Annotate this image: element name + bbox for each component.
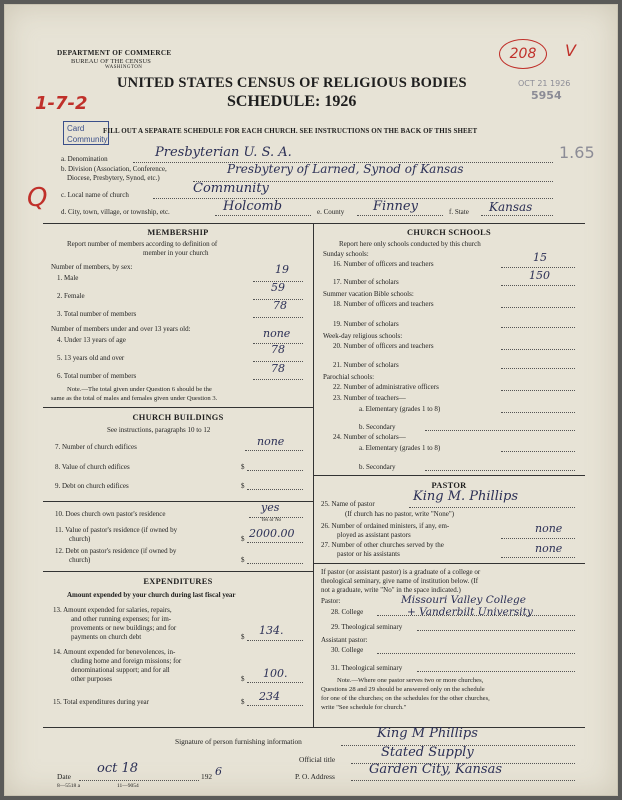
- q13-label-2: and other running expenses; for im-: [71, 615, 172, 623]
- signature-value: King M Phillips: [377, 726, 478, 741]
- members-by-age-label: Number of members under and over 13 years old:: [51, 325, 191, 333]
- graduate-note-1: If pastor (or assistant pastor) is a graduate of a college or: [321, 568, 481, 576]
- membership-note-1: Note.—The total given under Question 6 should be the: [67, 386, 212, 393]
- q14-label-3: denominational support; and for all: [71, 666, 170, 674]
- q13-label-1: 13. Amount expended for salaries, repairs,: [53, 606, 172, 614]
- q14-dollar: $: [241, 675, 245, 683]
- expenditures-intro: Amount expended by your church during last fiscal year: [67, 591, 236, 599]
- q9-dollar: $: [241, 482, 245, 490]
- membership-note-2: same as the total of males and females given under Question 3.: [51, 395, 218, 402]
- city-value: Holcomb: [223, 199, 283, 214]
- q15-dollar: $: [241, 698, 245, 706]
- q17-value: 150: [529, 269, 550, 282]
- pastor-note-4: write "See schedule for church.": [321, 704, 407, 711]
- q23b-label: b. Secondary: [359, 423, 396, 431]
- city-label: WASHINGTON: [105, 65, 143, 70]
- q2-value: 59: [271, 281, 285, 294]
- division-label-2: Diocese, Presbytery, Synod, etc.): [67, 174, 160, 182]
- red-margin-mark: Q: [27, 183, 48, 213]
- q25-label: 25. Name of pastor: [321, 500, 375, 508]
- q26-value: none: [535, 522, 563, 535]
- year-prefix: 192: [201, 772, 213, 781]
- local-name-value: Community: [193, 181, 269, 196]
- official-title-label: Official title: [299, 755, 336, 764]
- q9-label: 9. Debt on church edifices: [55, 482, 129, 490]
- q25-value: King M. Phillips: [413, 489, 519, 504]
- q26-label-1: 26. Number of ordained ministers, if any, em-: [321, 522, 450, 530]
- sunday-schools-label: Sunday schools:: [323, 250, 369, 258]
- q21-label: 21. Number of scholars: [333, 361, 399, 369]
- division-label-1: b. Division (Association, Conference,: [61, 165, 167, 173]
- q8-label: 8. Value of church edifices: [55, 463, 130, 471]
- weekday-schools-label: Week-day religious schools:: [323, 332, 403, 340]
- q11-label-1: 11. Value of pastor's residence (if owned by: [55, 526, 178, 534]
- assistant-pastor-subhead: Assistant pastor:: [321, 636, 368, 644]
- q5-value: 78: [271, 343, 285, 356]
- received-number-stamp: 5954: [531, 89, 562, 102]
- q31-label: 31. Theological seminary: [331, 664, 403, 672]
- q27-label-1: 27. Number of other churches served by the: [321, 541, 444, 549]
- card-stamp-line2: Community: [67, 135, 108, 144]
- q26-label-2: ployed as assistant pastors: [337, 531, 411, 539]
- graduate-note-2: theological seminary, give name of institution below. (If: [321, 577, 479, 585]
- census-schedule-sheet: [4, 4, 618, 796]
- denomination-label: a. Denomination: [61, 155, 108, 163]
- pastor-note-1: Note.—Where one pastor serves two or more churches,: [337, 677, 484, 684]
- q7-value: none: [257, 435, 285, 448]
- buildings-intro: See instructions, paragraphs 10 to 12: [107, 426, 211, 434]
- q20-label: 20. Number of officers and teachers: [333, 342, 434, 350]
- q28-value-1: Missouri Valley College: [401, 594, 526, 606]
- membership-title: MEMBERSHIP: [147, 228, 209, 237]
- q12-label-2: church): [69, 556, 91, 564]
- q24b-label: b. Secondary: [359, 463, 396, 471]
- q10-value: yes: [261, 501, 280, 514]
- summer-schools-label: Summer vacation Bible schools:: [323, 290, 414, 298]
- table-top-rule: [43, 223, 585, 224]
- pastor-note-2: Questions 28 and 29 should be answered only on the schedule: [321, 686, 485, 693]
- q1-value: 19: [275, 263, 289, 276]
- q1-label: 1. Male: [57, 274, 79, 282]
- check-mark-annotation: V: [565, 41, 576, 60]
- side-code-annotation: 1.65: [559, 143, 595, 162]
- department-label: DEPARTMENT OF COMMERCE: [57, 49, 172, 57]
- q24a-label: a. Elementary (grades 1 to 8): [359, 444, 441, 452]
- received-date-stamp: OCT 21 1926: [518, 79, 571, 88]
- table-bottom-rule: [43, 727, 585, 728]
- q8-dollar: $: [241, 463, 245, 471]
- q13-value: 134.: [259, 624, 284, 637]
- q16-label: 16. Number of officers and teachers: [333, 260, 434, 268]
- q29-label: 29. Theological seminary: [331, 623, 403, 631]
- local-name-label: c. Local name of church: [61, 191, 129, 199]
- q10-label: 10. Does church own pastor's residence: [55, 510, 166, 518]
- pastor-title: PASTOR: [431, 481, 467, 490]
- q6-value: 78: [271, 362, 285, 375]
- buildings-title: CHURCH BUILDINGS: [132, 413, 224, 422]
- county-value: Finney: [373, 199, 418, 214]
- q22-label: 22. Number of administrative officers: [333, 383, 439, 391]
- q25-hint: (If church has no pastor, write "None"): [345, 510, 455, 518]
- q13-dollar: $: [241, 633, 245, 641]
- parochial-schools-label: Parochial schools:: [323, 373, 375, 381]
- q27-label-2: pastor or his assistants: [337, 550, 400, 558]
- membership-intro-1: Report number of members according to definition of: [67, 240, 218, 248]
- q23-label: 23. Number of teachers—: [333, 394, 406, 402]
- q14-label-2: cluding home and foreign missions; for: [71, 657, 182, 665]
- q12-dollar: $: [241, 556, 245, 564]
- schedule-title: SCHEDULE: 1926: [227, 93, 357, 110]
- q4-value: none: [263, 327, 291, 340]
- po-address-value: Garden City, Kansas: [369, 762, 503, 777]
- state-value: Kansas: [489, 200, 533, 214]
- q13-label-4: payments on church debt: [71, 633, 142, 641]
- q14-value: 100.: [263, 667, 288, 680]
- bureau-label: BUREAU OF THE CENSUS: [71, 58, 152, 65]
- po-address-label: P. O. Address: [295, 772, 335, 781]
- card-stamp-line1: Card: [67, 124, 85, 133]
- q3-value: 78: [273, 299, 287, 312]
- schools-title: CHURCH SCHOOLS: [406, 228, 491, 237]
- red-code-annotation: 1-7-2: [35, 93, 88, 114]
- form-title: UNITED STATES CENSUS OF RELIGIOUS BODIES: [117, 75, 467, 91]
- q19-label: 19. Number of scholars: [333, 320, 399, 328]
- q12-label-1: 12. Debt on pastor's residence (if owned by: [55, 547, 177, 555]
- q7-label: 7. Number of church edifices: [55, 443, 137, 451]
- q14-label-4: other purposes: [71, 675, 113, 683]
- graduate-note-3: not a graduate, write "No" in the space indicated.): [321, 586, 461, 594]
- q11-label-2: church): [69, 535, 91, 543]
- division-value: Presbytery of Larned, Synod of Kansas: [227, 162, 464, 176]
- q16-value: 15: [533, 251, 547, 264]
- q14-label-1: 14. Amount expended for benevolences, in-: [53, 648, 176, 656]
- q5-label: 5. 13 years old and over: [57, 354, 125, 362]
- circled-number-annotation: 208: [499, 39, 547, 69]
- official-title-value: Stated Supply: [381, 745, 474, 760]
- q18-label: 18. Number of officers and teachers: [333, 300, 434, 308]
- q15-label: 15. Total expenditures during year: [53, 698, 149, 706]
- year-value: 6: [215, 765, 222, 778]
- pastor-subhead: Pastor:: [321, 597, 341, 605]
- denomination-value: Presbyterian U. S. A.: [155, 145, 292, 160]
- q6-label: 6. Total number of members: [57, 372, 137, 380]
- state-label: f. State: [449, 208, 469, 216]
- city-label-d: d. City, town, village, or township, etc.: [61, 208, 170, 216]
- print-code: 11—9054: [117, 783, 139, 789]
- q15-value: 234: [259, 690, 280, 703]
- expenditures-title: EXPENDITURES: [143, 577, 213, 586]
- membership-intro-2: member in your church: [143, 249, 209, 257]
- q30-label: 30. College: [331, 646, 364, 654]
- q23a-label: a. Elementary (grades 1 to 8): [359, 405, 441, 413]
- q10-hint: Yes or No: [261, 518, 282, 523]
- q11-value: 2000.00: [249, 527, 295, 540]
- q28-label: 28. College: [331, 608, 364, 616]
- q17-label: 17. Number of scholars: [333, 278, 399, 286]
- q2-label: 2. Female: [57, 292, 85, 300]
- q28-value-2: + Vanderbilt University: [407, 606, 533, 618]
- pastor-note-3: for one of the churches; on the schedules for the other churches,: [321, 695, 490, 702]
- form-code: 8—5518 a: [57, 783, 81, 789]
- signature-label: Signature of person furnishing information: [175, 737, 302, 746]
- date-label: Date: [57, 772, 71, 781]
- q27-value: none: [535, 542, 563, 555]
- q24-label: 24. Number of scholars—: [333, 433, 406, 441]
- q4-label: 4. Under 13 years of age: [57, 336, 126, 344]
- date-value: oct 18: [97, 761, 139, 776]
- members-by-sex-label: Number of members, by sex:: [51, 263, 133, 271]
- schools-intro: Report here only schools conducted by this church: [339, 240, 481, 248]
- instruction-line: FILL OUT A SEPARATE SCHEDULE FOR EACH CHURCH. SEE INSTRUCTIONS ON THE BACK OF THIS SHEET: [103, 127, 478, 135]
- q3-label: 3. Total number of members: [57, 310, 137, 318]
- q11-dollar: $: [241, 535, 245, 543]
- q13-label-3: provements or new buildings; and for: [71, 624, 177, 632]
- county-label: e. County: [317, 208, 345, 216]
